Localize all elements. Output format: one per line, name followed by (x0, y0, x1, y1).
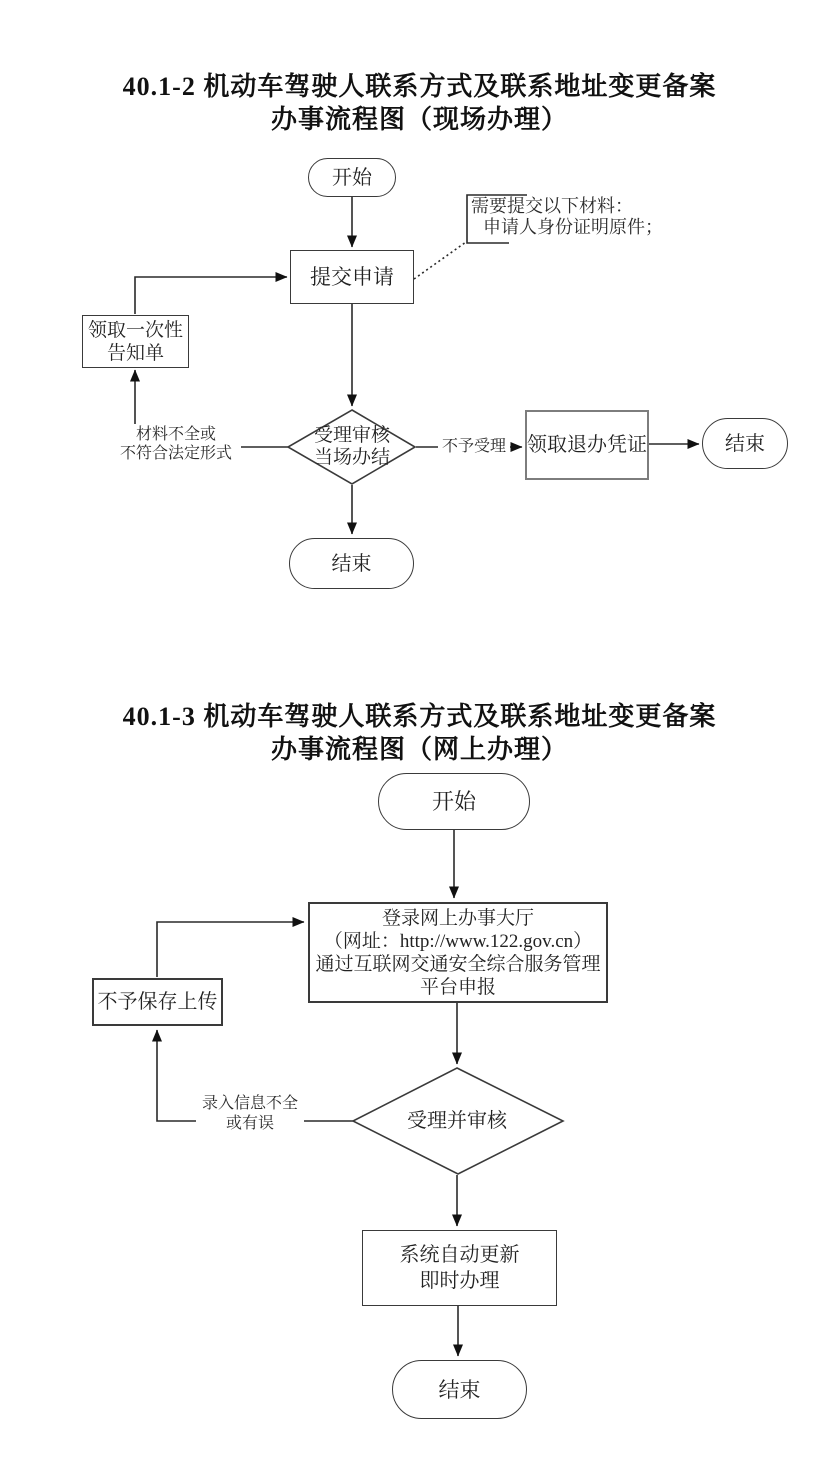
arrow-nosave-to-portal (157, 922, 304, 977)
portal-login-box (308, 902, 608, 1003)
end-terminator-2-label: 结束 (438, 1377, 481, 1402)
portal-login-line4: 平台申报 (419, 976, 496, 998)
auto-update-line1: 系统自动更新 (399, 1244, 520, 1266)
review-decision-line1: 受理审核 (313, 425, 390, 446)
materials-note-line2: 申请人身份证明原件； (483, 217, 663, 237)
flowchart2-title-line1: 40.1-3 机动车驾驶人联系方式及联系地址变更备案 (122, 702, 717, 731)
invalid-input-line2: 或有误 (225, 1115, 274, 1132)
end-terminator-2 (392, 1360, 527, 1419)
auto-update-box (362, 1230, 557, 1306)
review-decision-line2: 当场办结 (313, 447, 390, 468)
invalid-input-label (196, 1093, 304, 1135)
flowchart2-title (0, 700, 839, 766)
materials-note-line1: 需要提交以下材料： (471, 196, 633, 216)
flowchart2-title-line2: 办事流程图（网上办理） (270, 735, 568, 764)
end-terminator-right (702, 418, 788, 469)
invalid-input-line1: 录入信息不全 (201, 1095, 298, 1112)
flowchart1-title-line2: 办事流程图（现场办理） (270, 105, 568, 134)
no-save-upload-box (92, 978, 223, 1026)
start-terminator-2 (378, 773, 530, 830)
submit-application-label: 提交申请 (310, 265, 394, 289)
start-terminator-1-label: 开始 (332, 166, 372, 189)
flowchart1-title-line1: 40.1-2 机动车驾驶人联系方式及联系地址变更备案 (122, 72, 717, 101)
portal-login-line2: （网址：http://www.122.gov.cn） (323, 930, 593, 952)
refund-receipt-label: 领取退办凭证 (527, 434, 647, 456)
flowchart1-title (0, 70, 839, 136)
notify-slip-line2: 告知单 (106, 342, 164, 364)
incomplete-materials-line1: 材料不全或 (135, 426, 216, 443)
materials-note (471, 196, 663, 238)
review-decision-text (292, 425, 412, 469)
portal-login-line3: 通过互联网交通安全综合服务管理 (315, 953, 601, 975)
start-terminator-1 (308, 158, 396, 197)
notify-slip-line1: 领取一次性 (87, 319, 183, 341)
end-terminator-bottom (289, 538, 414, 589)
submit-application-box (290, 250, 414, 304)
not-accepted-label (438, 436, 510, 457)
incomplete-materials-label (111, 424, 241, 464)
dotted-note-connector (414, 242, 466, 279)
refund-receipt-box (525, 410, 649, 480)
end-terminator-bottom-label: 结束 (331, 552, 372, 575)
no-save-upload-label: 不予保存上传 (97, 991, 218, 1013)
review-decision-2-text (397, 1110, 517, 1133)
portal-login-line1: 登录网上办事大厅 (381, 907, 534, 929)
review-decision-2-label: 受理并审核 (407, 1110, 507, 1132)
not-accepted-label-text: 不予受理 (441, 438, 506, 455)
incomplete-materials-line2: 不符合法定形式 (119, 445, 232, 462)
start-terminator-2-label: 开始 (431, 788, 476, 814)
auto-update-line2: 即时办理 (419, 1270, 500, 1292)
arrow-notify-to-submit (135, 277, 287, 314)
notify-slip-box (82, 315, 189, 368)
end-terminator-right-label: 结束 (725, 432, 765, 455)
